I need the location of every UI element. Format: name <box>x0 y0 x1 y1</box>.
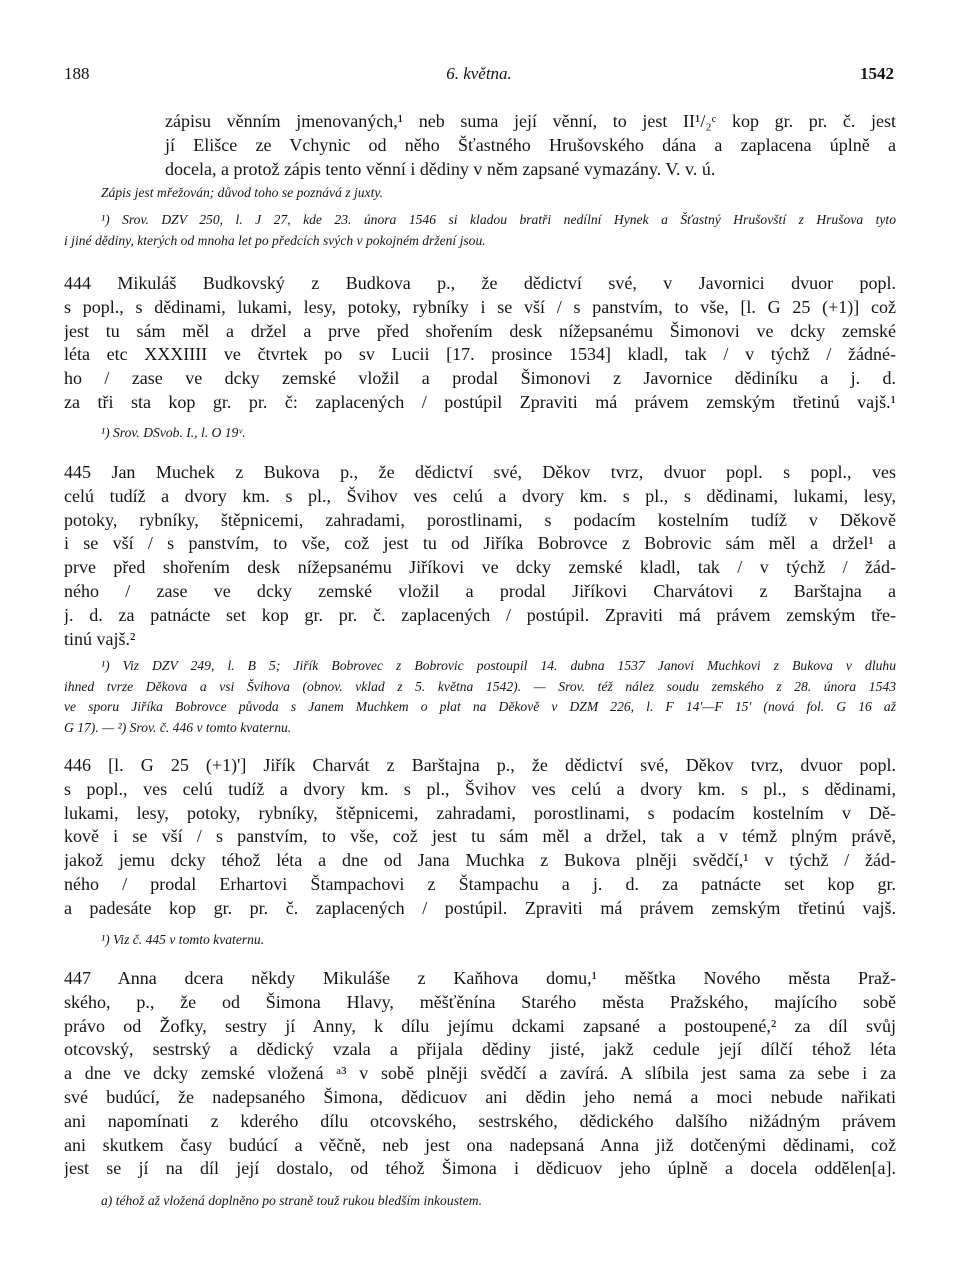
entry-line: lukami, lesy, potoky, rybníky, štěpnicemi, zahradami, porostlinami, s podacím kostelním v Dě- <box>64 802 896 823</box>
entry-line: i se vší / s panstvím, to vše, což jest tu od Jiříka Bobrovce z Bobrovic sám měl a držel¹ a <box>64 533 896 554</box>
entry-line: ného / zase ve dcky zemské vložil a prodal Jiříkovi Charvátovi z Barštajna a <box>64 580 896 601</box>
text-line: zápisu věnním jmenovaných,¹ neb suma její věnní, to jest II¹/₂ᶜ kop gr. pr. č. jest <box>165 111 896 131</box>
footnote-line: ¹) Srov. DSvob. I., l. O 19ᵛ. <box>101 425 246 440</box>
footnote-line: ¹) Viz DZV 249, l. B 5; Jiřík Bobrovec z Bobrovic postoupil 14. dubna 1537 Janovi Muchkovi z Bukova v dluhu <box>101 658 896 673</box>
footnote-line: ¹) Viz č. 445 v tomto kvaternu. <box>101 932 265 947</box>
entry-line: své budúcí, že nadepsaného Šimona, dědicuov ani dědin jeho nemá a moci nebude nařikati <box>64 1086 896 1107</box>
intro-footnotes <box>64 210 896 251</box>
entry-line: s popl., s dědinami, lukami, lesy, potoky, rybníky i se vší / s panstvím, to vše, [l. G 25 (+1)] což <box>64 296 896 317</box>
entry-line: léta etc XXXIIII ve čtvrtek po sv Lucii [17. prosince 1534] kladl, tak / v týchž / žádné- <box>64 344 896 365</box>
entry-line: ho / zase ve dcky zemské vložil a prodal Šimonovi z Javornice dědiníku a j. d. <box>64 368 896 389</box>
entry-line: právo od Žofky, sestry jí Anny, k dílu jejímu dckami zapsané a postoupené,² za díl svůj <box>64 1015 896 1036</box>
footnote-line: ve sporu Jiříka Bobrovce původa s Janem Muchkem o plat na Děkově v DZM 226, l. F 14'—F 15' (nová fol. G 16 až <box>64 699 896 715</box>
entry-line: ného / prodal Erhartovi Štampachovi z Štampachu a j. d. za patnácte set kop gr. <box>64 873 896 894</box>
entry-line: za tři sta kop gr. pr. č: zaplacených / postúpil Zpraviti má právem zemským třetinú vajš.¹ <box>64 391 896 412</box>
entry-444-footnotes <box>64 423 896 444</box>
entry-line: jakož jemu dcky téhož léta a dne od Jana Muchka z Bukova plněji svědčí,¹ v týchž / žád- <box>64 850 896 871</box>
page-number: 188 <box>64 64 90 83</box>
entry-445-footnotes <box>64 656 896 738</box>
text-line: docela, a protož zápis tento věnní i dědiny v něm zapsané vymazány. V. v. ú. <box>165 158 716 179</box>
editorial-note: Zápis jest mřežován; důvod toho se poznává z juxty. <box>101 185 384 200</box>
text-line: jí Elišce ze Vchynic od něho Šťastného Hrušovského dána a zaplacena úplně a <box>165 134 896 155</box>
entry-line: ani skutkem časy budúcí a věčně, neb jest ona nadepsaná Anna již dotčenými dědinami, což <box>64 1134 896 1155</box>
year-number: 1542 <box>860 64 894 83</box>
entry-line: ani napomínati z kderého dílu otcovského, sestrského, dědického dalšího nižádným právem <box>64 1110 896 1131</box>
footnote-line: ihned tvrze Děkova a vsi Švihova (obnov. vklad z 5. května 1542). — Srov. též nález soudu zemského z 28. února 1543 <box>64 678 896 694</box>
entry-line: potoky, rybníky, štěpnicemi, zahradami, porostlinami, s podacím kostelním tudíž v Děkově <box>64 509 896 530</box>
running-date: 6. května. <box>446 64 512 83</box>
entry-line: ského, p., že od Šimona Hlavy, měšťěnína Starého města Pražského, majícího sobě <box>64 991 896 1012</box>
entry-line: 446 [l. G 25 (+1)'] Jiřík Charvát z Barštajna p., že dědictví své, Děkov tvrz, dvuor popl. <box>64 755 896 775</box>
entry-line: 447 Anna dcera někdy Mikuláše z Kaňhova domu,¹ měštka Nového města Praž- <box>64 968 896 988</box>
entry-444 <box>64 272 896 415</box>
intro-text <box>64 110 896 181</box>
entry-line: a dne ve dcky zemské vložená ᵃ³ v sobě plněji svědčí a zavírá. A slíbila jest sama za sebe i za <box>64 1063 896 1084</box>
footnote-line: ¹) Srov. DZV 250, l. J 27, kde 23. února 1546 si kladou bratři nedílní Hynek a Šťastný Hrušovští z Hrušova tyto <box>101 212 896 227</box>
entry-446 <box>64 754 896 921</box>
entry-line: kově i se vší / s panstvím, to vše, což jest tu sám měl a držel, tak a v témž plným právě, <box>64 826 896 847</box>
entry-line: jest tu sám měl a držel a prve před shořením desk nížepsanému Šimonovi ve dcky zemské <box>64 320 896 341</box>
entry-line: a padesáte kop gr. pr. č. zaplacených / postúpil. Zpraviti má právem zemským třetinú vajš. <box>64 897 896 918</box>
entry-line: jest se jí na díl její dostalo, od téhož Šimona i dědicuov jeho úplně a docela oddělen[a]. <box>64 1158 896 1179</box>
footnote-line: G 17). — ²) Srov. č. 446 v tomto kvaternu. <box>64 719 292 735</box>
entry-line: j. d. za patnácte set kop gr. pr. č. zaplacených / postúpil. Zpraviti má právem zemským tře- <box>64 604 896 625</box>
entry-line: otcovský, sestrský a dědický vzala a přijala dědiny jisté, jakž cedule její dílčí téhož léta <box>64 1039 896 1060</box>
footnote-line: a) téhož až vložená doplněno po straně touž rukou bledším inkoustem. <box>101 1193 482 1208</box>
entry-line: tinú vajš.² <box>64 628 136 649</box>
entry-line: prve před shořením desk nížepsanému Jiříkovi ve dcky zemské kladl, tak / v týchž / žád- <box>64 557 896 578</box>
entry-447 <box>64 967 896 1181</box>
entry-line: 445 Jan Muchek z Bukova p., že dědictví své, Děkov tvrz, dvuor popl. s popl., ves <box>64 462 896 482</box>
entry-line: 444 Mikuláš Budkovský z Budkova p., že dědictví své, v Javornici dvuor popl. <box>64 273 896 293</box>
intro-note <box>64 183 896 204</box>
entry-445 <box>64 461 896 651</box>
page-header <box>64 64 894 88</box>
entry-line: s popl., ves celú tudíž a dvory km. s pl., Švihov ves celú a dvory km. s pl., s dědinami, <box>64 778 896 799</box>
footnote-line: i jiné dědiny, kterých od mnoha let po předcích svých v pokojném držení jsou. <box>64 232 486 248</box>
entry-447-footnotes <box>64 1191 896 1212</box>
entry-line: celú tudíž a dvory km. s pl., Švihov ves celú a dvory km. s pl., s dědinami, lukami, lesy, <box>64 485 896 506</box>
entry-446-footnotes <box>64 930 896 951</box>
